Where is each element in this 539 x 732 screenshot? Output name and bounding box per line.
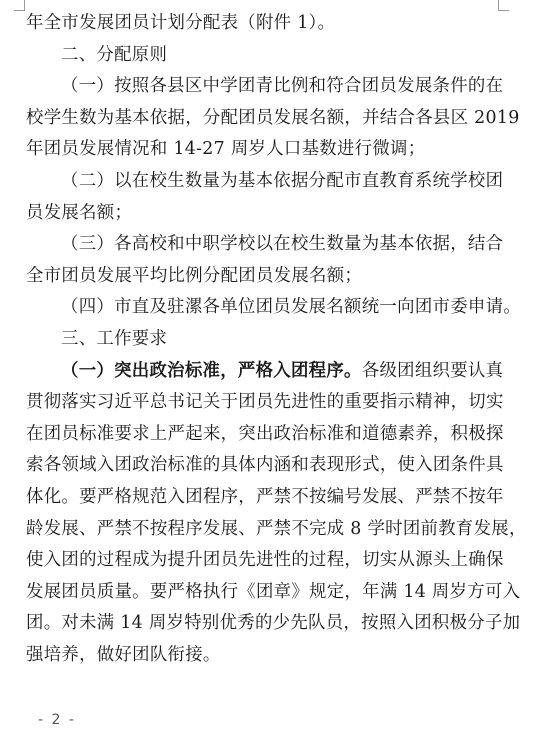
document-page <box>26 8 527 671</box>
text-line: 校学生数为基本依据，分配团员发展名额，并结合各县区 2019 <box>26 107 520 128</box>
requirement-1-heading: （一）突出政治标准，严格入团程序。 <box>61 360 362 381</box>
section-heading-requirements: 三、工作要求 <box>61 328 168 349</box>
text-line: 强培养，做好团队衔接。 <box>26 644 221 665</box>
text-line: 龄发展、严禁不按程序发展、严禁不完成 8 学时团前教育发展， <box>26 518 527 539</box>
text-line: 发展团员质量。要严格执行《团章》规定，年满 14 周岁方可入 <box>26 581 521 602</box>
text-line: 在团员标准要求上严起来，突出政治标准和道德素养，积极探 <box>26 423 504 444</box>
crop-mark-top-left <box>14 0 25 11</box>
section-heading-principles: 二、分配原则 <box>61 44 168 65</box>
text-line: 年全市发展团员计划分配表（附件 1）。 <box>26 13 336 33</box>
page-number: - 2 - <box>38 712 76 728</box>
text-line: 体化。要严格规范入团程序，严禁不按编号发展、严禁不按年 <box>26 486 504 507</box>
text-line: 贯彻落实习近平总书记关于团员先进性的重要指示精神，切实 <box>26 392 504 413</box>
requirement-1-text: 各级团组织要认真 <box>361 360 504 381</box>
text-line: 索各领域入团政治标准的具体内涵和表现形式，使入团条件具 <box>26 455 504 476</box>
text-line: 使入团的过程成为提升团员先进性的过程，切实从源头上确保 <box>26 550 504 571</box>
text-line: 年团员发展情况和 14-27 周岁人口基数进行微调； <box>26 139 426 160</box>
requirement-1-first-line <box>26 356 506 388</box>
text-line: （二）以在校生数量为基本依据分配市直教育系统学校团 <box>61 170 504 191</box>
text-line: 全市团员发展平均比例分配团员发展名额； <box>26 265 363 286</box>
text-line: 团。对未满 14 周岁特别优秀的少先队员，按照入团积极分子加 <box>26 613 521 634</box>
text-line: （三）各高校和中职学校以在校生数量为基本依据，结合 <box>61 234 504 255</box>
text-line: （一）按照各县区中学团青比例和符合团员发展条件的在 <box>61 76 504 97</box>
text-line: （四）市直及驻漯各单位团员发展名额统一向团市委申请。 <box>61 297 521 318</box>
text-line: 员发展名额； <box>26 202 133 223</box>
